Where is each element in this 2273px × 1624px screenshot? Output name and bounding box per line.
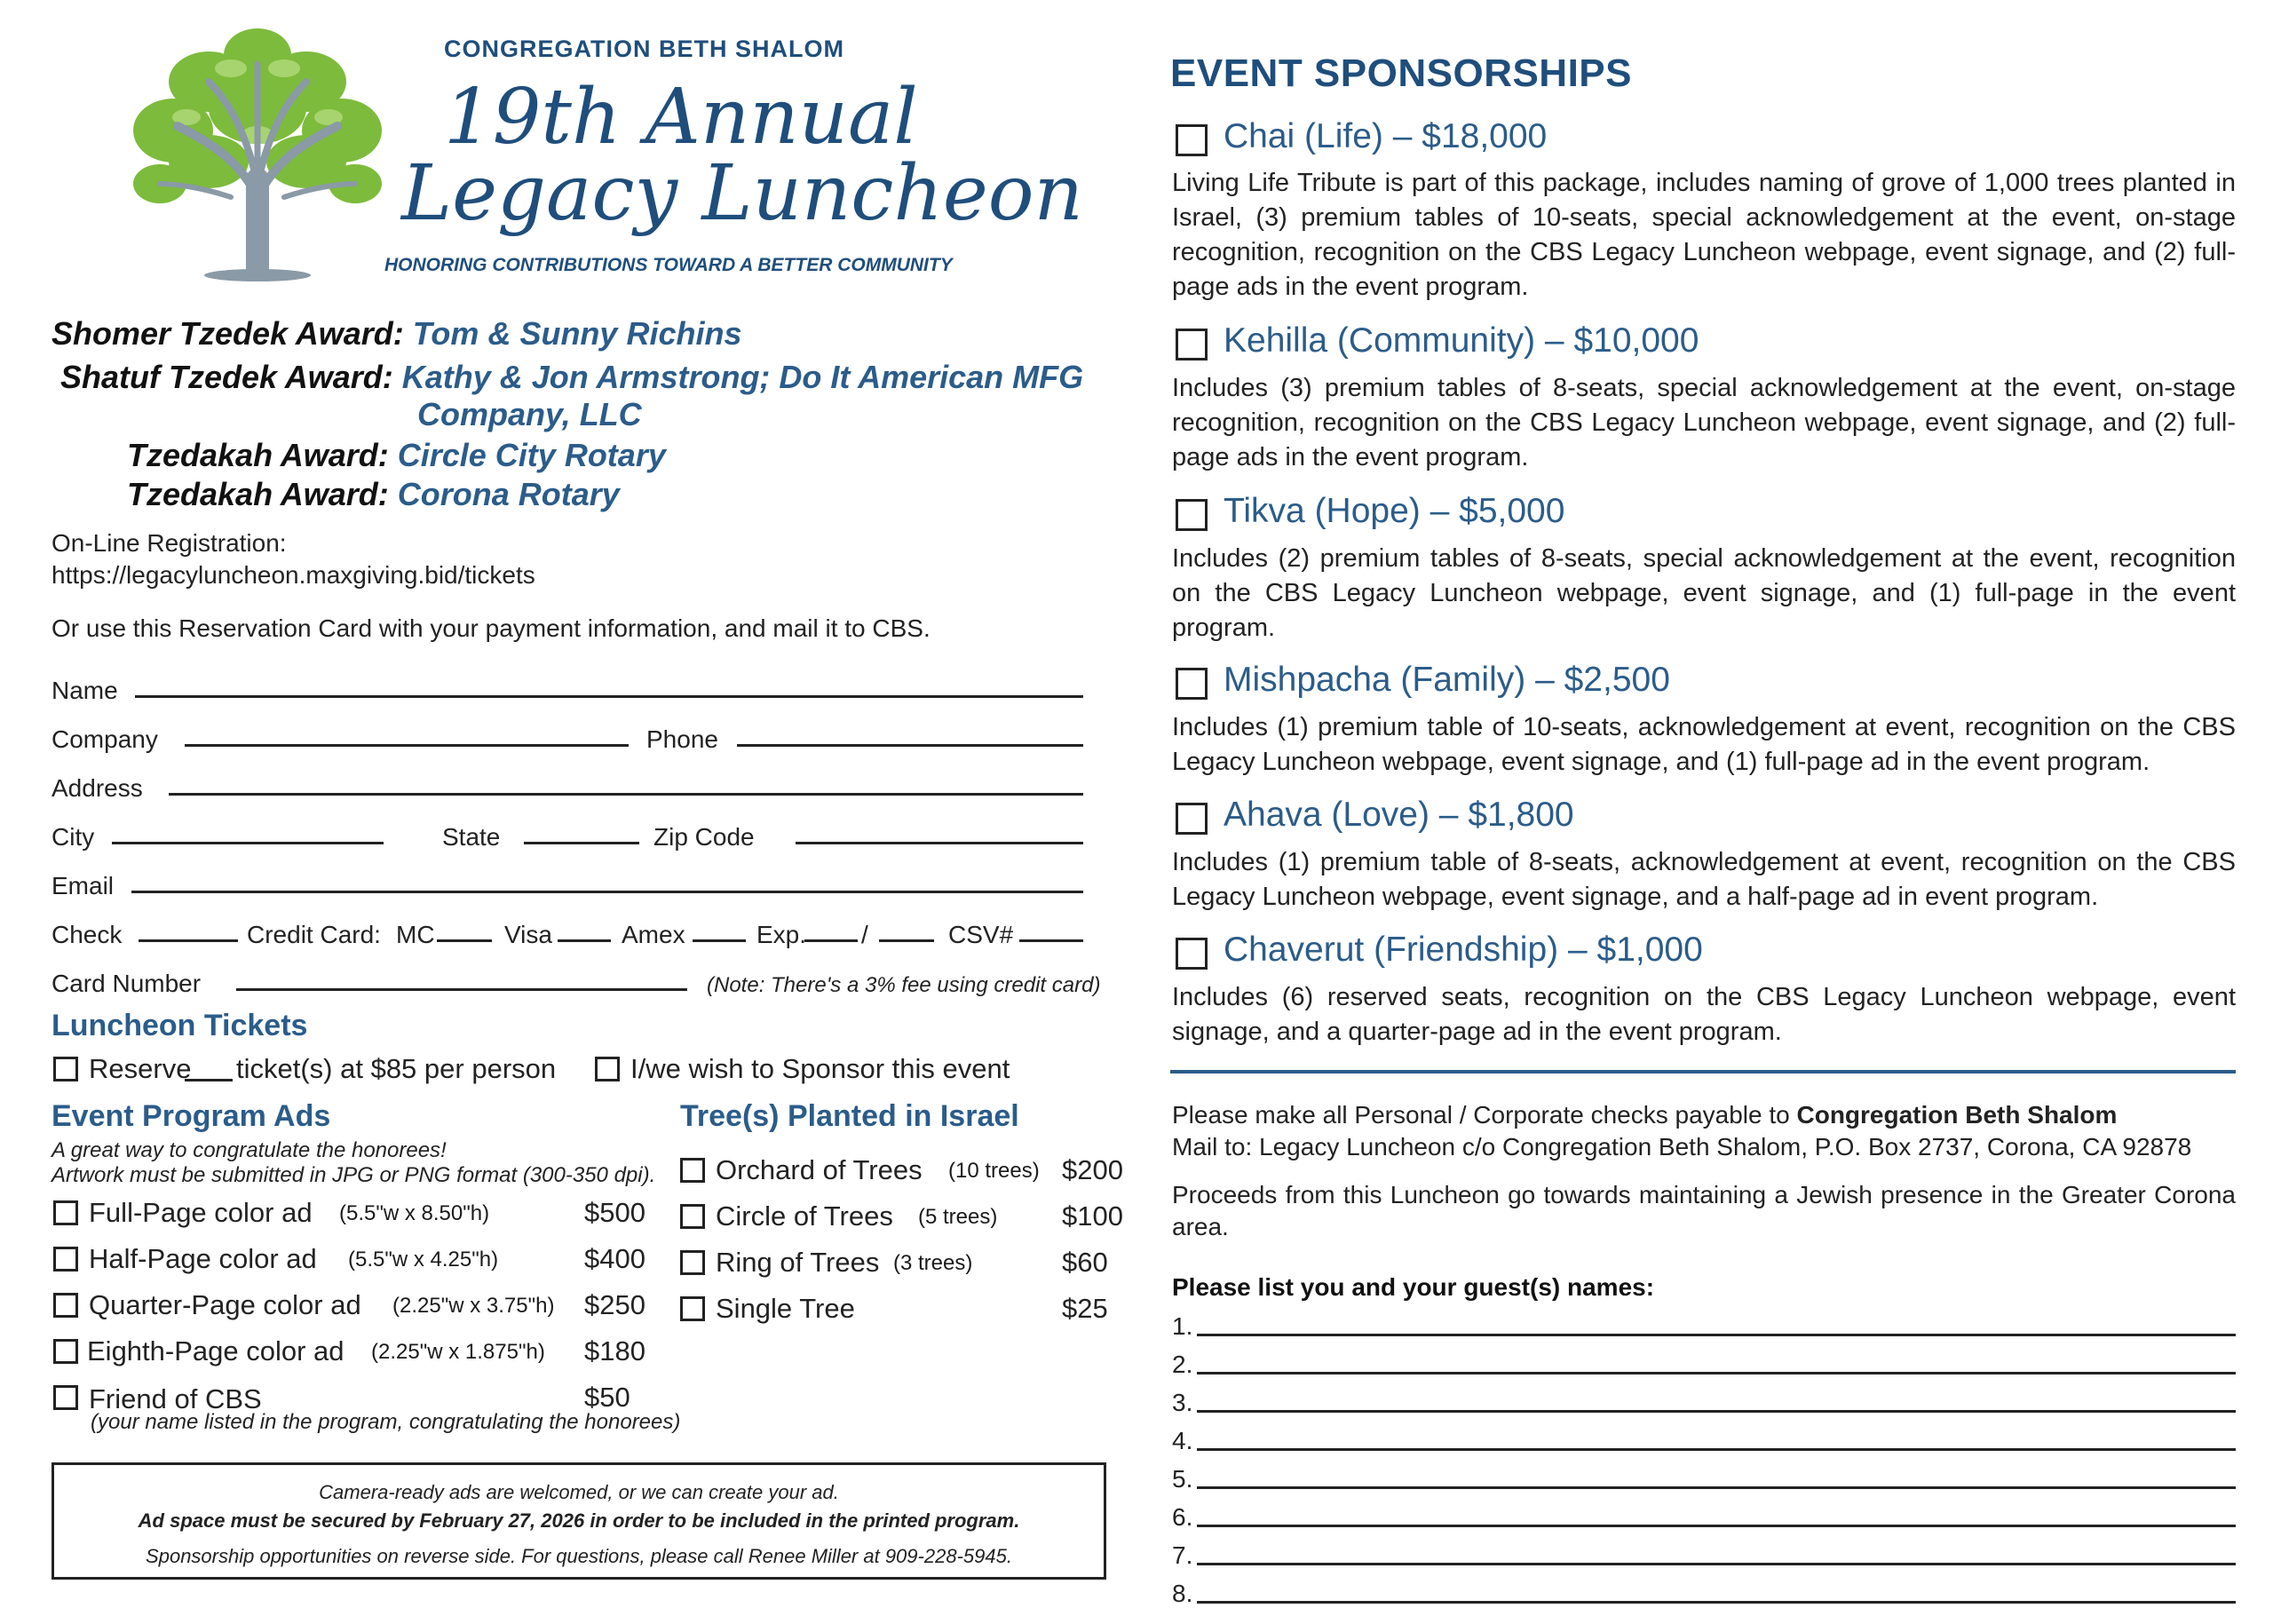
exp-slash: / (861, 921, 868, 948)
tree-option-price: $25 (1062, 1293, 1108, 1324)
award-honoree: Corona Rotary (397, 476, 620, 512)
credit-card-label: Credit Card: (247, 921, 381, 948)
sponsor-event-label: I/we wish to Sponsor this event (630, 1053, 1010, 1084)
tier-description: Living Life Tribute is part of this package, includes naming of grove of 1,000 trees planted in Israel, (3) premium tables of 10-seats, special acknowledgement at the event, on-stage recognition, recognition on the CBS Legacy Luncheon webpage, event signage, and (2) full-page ads in the event program. (1172, 169, 2236, 301)
guest-number: 6. (1172, 1503, 1193, 1531)
guest-name-field[interactable] (1197, 1410, 2236, 1413)
guest-number: 4. (1172, 1427, 1193, 1454)
tier-checkbox[interactable] (1176, 124, 1208, 156)
tagline: HONORING CONTRIBUTIONS TOWARD A BETTER COMMUNITY (384, 255, 953, 275)
guest-number: 5. (1172, 1465, 1193, 1493)
guest-name-field[interactable] (1197, 1448, 2236, 1451)
guest-name-field[interactable] (1197, 1486, 2236, 1489)
tree-checkbox[interactable] (680, 1204, 705, 1229)
tier-name: Tikva (Hope) – $5,000 (1224, 492, 1565, 530)
tree-option-name: Single Tree (716, 1293, 855, 1324)
tree-option-price: $200 (1062, 1154, 1123, 1185)
amex-field[interactable] (693, 939, 746, 942)
ad-name: Eighth-Page color ad (87, 1335, 345, 1367)
tree-option-name: Ring of Trees (716, 1247, 880, 1278)
ad-price: $400 (584, 1243, 645, 1274)
ad-name: Quarter-Page color ad (89, 1289, 361, 1320)
zip-field[interactable] (796, 842, 1083, 844)
csv-field[interactable] (1019, 939, 1083, 942)
guest-number: 7. (1172, 1541, 1193, 1569)
visa-label: Visa (504, 921, 552, 948)
reserve-label: Reserve (89, 1053, 192, 1084)
card-number-field[interactable] (236, 988, 687, 991)
tier-checkbox[interactable] (1176, 803, 1208, 835)
tier-checkbox[interactable] (1176, 668, 1208, 700)
city-field[interactable] (112, 842, 384, 844)
reserve-tickets-checkbox[interactable] (53, 1057, 78, 1081)
registration-label: On-Line Registration: (51, 529, 287, 557)
tree-checkbox[interactable] (680, 1250, 705, 1275)
name-label: Name (51, 677, 118, 704)
mc-label: MC (396, 921, 435, 948)
award-row (127, 437, 666, 474)
sponsor-event-checkbox[interactable] (595, 1057, 620, 1081)
check-label: Check (51, 921, 123, 948)
guest-number: 2. (1172, 1351, 1193, 1378)
tier-description: Includes (1) premium table of 8-seats, acknowledgement at event, recognition on the CBS Legacy Luncheon webpage, event signage, and a half-page ad in event program. (1172, 848, 2236, 911)
award-label: Shomer Tzedek Award: (51, 315, 404, 352)
award-honoree: Circle City Rotary (397, 437, 666, 473)
name-field[interactable] (135, 695, 1083, 698)
ad-checkbox[interactable] (53, 1247, 78, 1271)
notice-deadline: Ad space must be secured by February 27, 2026 in order to be included in the printed program. (138, 1509, 1020, 1532)
award-label: Tzedakah Award: (127, 437, 389, 473)
phone-field[interactable] (737, 744, 1083, 747)
ad-name: Friend of CBS (89, 1383, 262, 1414)
tier-name: Ahava (Love) – $1,800 (1224, 796, 1574, 834)
credit-card-fee-note: (Note: There's a 3% fee using credit card) (707, 973, 1101, 997)
award-row (60, 359, 1083, 396)
phone-label: Phone (646, 725, 718, 753)
ad-price: $250 (584, 1289, 645, 1320)
tree-option-name: Orchard of Trees (716, 1154, 923, 1185)
email-field[interactable] (131, 891, 1083, 893)
guest-list-heading: Please list you and your guest(s) names: (1172, 1273, 1655, 1301)
tree-option-price: $60 (1062, 1247, 1108, 1278)
tier-checkbox[interactable] (1176, 499, 1208, 531)
friend-note: (your name listed in the program, congratulating the honorees) (91, 1410, 681, 1434)
guest-name-field[interactable] (1197, 1601, 2236, 1604)
guest-number: 8. (1172, 1580, 1193, 1607)
award-row (127, 476, 620, 513)
ticket-price-label: ticket(s) at $85 per person (236, 1053, 557, 1084)
ad-price: $500 (584, 1197, 645, 1228)
address-field[interactable] (169, 793, 1083, 796)
csv-label: CSV# (948, 921, 1014, 948)
ad-checkbox[interactable] (53, 1200, 78, 1225)
tier-name: Chaverut (Friendship) – $1,000 (1224, 931, 1703, 969)
tree-checkbox[interactable] (680, 1296, 705, 1321)
tier-description: Includes (1) premium table of 10-seats, acknowledgement at event, recognition on the CBS Legacy Luncheon webpage, event signage, and (1) full-page ad in the event program. (1172, 713, 2236, 776)
ad-price: $50 (584, 1382, 630, 1413)
org-name: CONGREGATION BETH SHALOM (444, 36, 844, 62)
payee-name: Congregation Beth Shalom (1796, 1101, 2118, 1129)
notice-contact: Sponsorship opportunities on reverse side. For questions, please call Renee Miller at 909-228-5945. (146, 1545, 1012, 1567)
ad-size: (2.25"w x 1.875"h) (371, 1340, 545, 1364)
award-honoree-cont: Company, LLC (417, 396, 642, 432)
ad-checkbox[interactable] (53, 1385, 78, 1410)
sponsorships-heading: EVENT SPONSORSHIPS (1170, 51, 1633, 95)
ad-size: (5.5"w x 4.25"h) (348, 1248, 499, 1271)
ad-size: (2.25"w x 3.75"h) (392, 1294, 555, 1318)
tree-option-price: $100 (1062, 1200, 1123, 1232)
company-field[interactable] (185, 744, 629, 747)
tier-name: Chai (Life) – $18,000 (1224, 117, 1548, 155)
tree-checkbox[interactable] (680, 1158, 705, 1183)
registration-url[interactable]: https://legacyluncheon.maxgiving.bid/tickets (51, 561, 535, 589)
email-label: Email (51, 872, 115, 899)
tree-icon (124, 20, 391, 281)
state-field[interactable] (524, 842, 639, 844)
ad-name: Half-Page color ad (89, 1243, 317, 1274)
tier-name: Mishpacha (Family) – $2,500 (1224, 661, 1670, 699)
guest-name-field[interactable] (1197, 1525, 2236, 1527)
ad-checkbox[interactable] (53, 1339, 78, 1364)
visa-field[interactable] (558, 939, 611, 942)
mailing-address: Mail to: Legacy Luncheon c/o Congregation Beth Shalom, P.O. Box 2737, Corona, CA 92878 (1172, 1133, 2192, 1161)
award-label: Tzedakah Award: (127, 476, 389, 512)
trees-heading: Tree(s) Planted in Israel (680, 1099, 1019, 1133)
exp-label: Exp. (756, 921, 807, 948)
check-field[interactable] (139, 939, 238, 942)
tier-name: Kehilla (Community) – $10,000 (1224, 321, 1699, 360)
guest-name-field[interactable] (1197, 1563, 2236, 1565)
tier-description: Includes (6) reserved seats, recognition on the CBS Legacy Luncheon webpage, event signage, and a quarter-page ad in the event program. (1172, 983, 2236, 1046)
luncheon-tickets-heading: Luncheon Tickets (51, 1009, 308, 1042)
award-row (51, 315, 741, 353)
event-title-line1: 19th Annual (444, 73, 918, 162)
award-label: Shatuf Tzedek Award: (60, 359, 393, 395)
tier-checkbox[interactable] (1176, 329, 1208, 360)
tree-option-count: (10 trees) (948, 1159, 1040, 1183)
tree-option-name: Circle of Trees (716, 1200, 893, 1232)
proceeds-note: Proceeds from this Luncheon go towards maintaining a Jewish presence in the Greater Corona area. (1172, 1181, 2236, 1240)
notice-line: Camera-ready ads are welcomed, or we can create your ad. (319, 1481, 839, 1503)
checks-payable: Please make all Personal / Corporate checks payable to Congregation Beth Shalom (1172, 1101, 2118, 1129)
guest-name-field[interactable] (1197, 1372, 2236, 1374)
ad-name: Full-Page color ad (89, 1197, 313, 1228)
tree-option-count: (3 trees) (893, 1251, 973, 1275)
guest-number: 1. (1172, 1312, 1193, 1340)
state-label: State (442, 823, 501, 851)
address-label: Address (51, 774, 143, 802)
exp-month-field[interactable] (804, 939, 858, 942)
city-label: City (51, 823, 95, 851)
program-ads-heading: Event Program Ads (51, 1099, 331, 1133)
ads-note: A great way to congratulate the honorees! (51, 1138, 447, 1162)
zip-label: Zip Code (653, 823, 755, 851)
tree-option-count: (5 trees) (918, 1205, 998, 1229)
award-honoree: Kathy & Jon Armstrong; Do It American MFG (401, 359, 1084, 395)
mc-field[interactable] (437, 939, 492, 942)
guest-number: 3. (1172, 1389, 1193, 1416)
ad-price: $180 (584, 1335, 645, 1367)
card-number-label: Card Number (51, 970, 202, 997)
ads-artwork-note: Artwork must be submitted in JPG or PNG format (300-350 dpi). (51, 1163, 656, 1187)
ad-size: (5.5"w x 8.50"h) (339, 1201, 490, 1225)
tier-checkbox[interactable] (1176, 938, 1208, 970)
exp-year-field[interactable] (879, 939, 934, 942)
ad-checkbox[interactable] (53, 1293, 78, 1318)
mail-instructions: Or use this Reservation Card with your payment information, and mail it to CBS. (51, 614, 931, 642)
tier-description: Includes (2) premium tables of 8-seats, special acknowledgement at the event, recognition on the CBS Legacy Luncheon webpage, event signage, and (1) full-page in the event program. (1172, 544, 2236, 642)
amex-label: Amex (622, 921, 685, 948)
ticket-quantity-field[interactable] (185, 1079, 233, 1081)
company-label: Company (51, 725, 158, 753)
ad-deadline-notice (51, 1462, 1106, 1580)
section-divider (1170, 1070, 2236, 1073)
award-honoree: Tom & Sunny Richins (412, 315, 742, 352)
tier-description: Includes (3) premium tables of 8-seats, special acknowledgement at the event, on-stage recognition, recognition on the CBS Legacy Luncheon webpage, event signage, and (2) full-page ads in the event program. (1172, 374, 2236, 471)
event-title-line2: Legacy Luncheon (401, 149, 1083, 238)
guest-name-field[interactable] (1197, 1334, 2236, 1336)
